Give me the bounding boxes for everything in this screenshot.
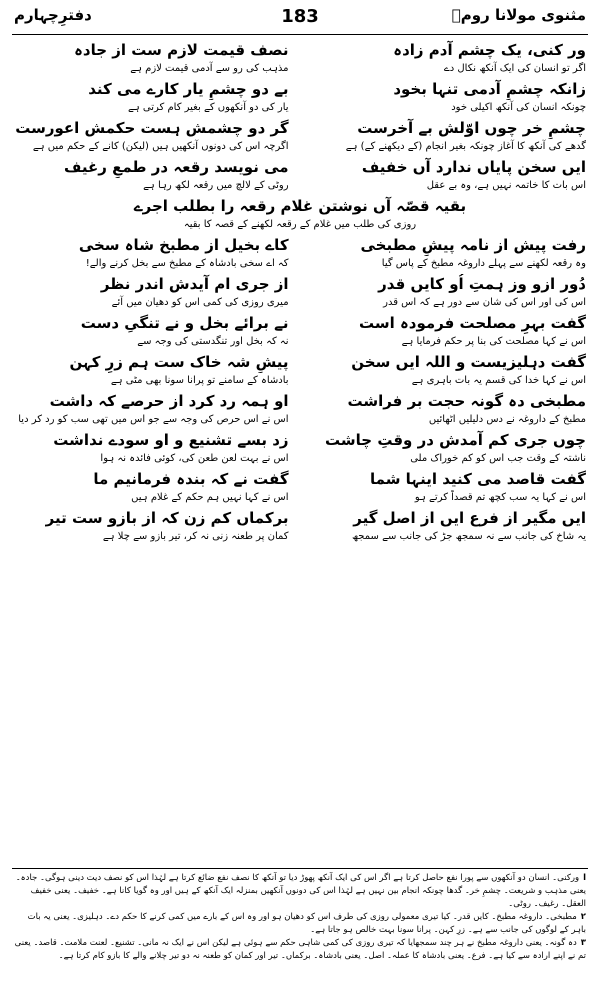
footnote <box>14 911 586 937</box>
translation-second: اگرچہ اس کی دونوں آنکھیں ہیں (لیکن) کانے کے حکم میں ہے <box>32 141 289 152</box>
urdu-translation <box>14 334 586 350</box>
verse-second-hemistich: گر دو چشمش ہست حکمش اعورست <box>15 119 289 137</box>
verse-first-hemistich: گفت دہلیزیست و اللہ ایں سخن <box>351 353 586 371</box>
translation-first: اس نے کہا خدا کی قسم یہ بات باہری ہے <box>411 375 586 386</box>
translation-second: اس نے کہا نہیں ہم حکم کے غلام ہیں <box>131 492 289 503</box>
verse-pair <box>14 508 586 547</box>
urdu-translation <box>14 451 586 467</box>
urdu-translation <box>14 529 586 545</box>
translation-first: اس نے کہا یہ سب کچھ تم قصداً کرتے ہو <box>414 492 586 503</box>
persian-verse <box>14 157 586 178</box>
footnote-text: دہ گونہ۔ یعنی داروغہ مطبخ نے ہر چند سمجھایا کہ تیری روزی کی کمی شاہی حکم سے ہوئی ہے لیکن اس نے ایک نہ مانی۔ تشنیع۔ لعنت ملامت۔ قاصد۔ یعنی تم نے اپنے ارادہ سے کیا ہے۔ فرع۔ یعنی بادشاہ کا عملہ۔ اصل۔ یعنی بادشاہ۔ برکماں۔ تیر اور کمان کو طعنہ نہ دو تیر چلانے والے کا بازو کام کرتا ہے۔ <box>14 938 586 961</box>
persian-verse <box>14 469 586 490</box>
translation-first: گدھے کی آنکھ کا آغاز چونکہ بغیر انجام (کے دیکھنے کے) ہے <box>345 141 586 152</box>
verse-first-hemistich: دُور ازو وز ہمتِ اُو کایں قدر <box>378 275 586 293</box>
verse-first-hemistich: گفت بہرِ مصلحت فرمودہ است <box>358 314 586 332</box>
urdu-translation <box>14 412 586 428</box>
verse-pair <box>14 313 586 352</box>
translation-first: مطبخ کے داروغہ نے دس دلیلیں اٹھائیں <box>428 414 586 425</box>
persian-verse <box>14 235 586 256</box>
translation-second: میری روزی کی کمی اس کو دھیان میں آئے <box>111 297 289 308</box>
verse-first-hemistich: چشمِ خر چوں اوّلش بے آخرست <box>357 119 586 137</box>
verse-pair <box>14 391 586 430</box>
verse-first-hemistich: مطبخی دہ گونہ حجت بر فراشت <box>347 392 586 410</box>
translation-first: چونکہ انسان کی آنکھ اکیلی خود <box>451 102 586 113</box>
verse-pair <box>14 40 586 79</box>
verse-first-hemistich: چوں جری کم آمدش در وقتِ چاشت <box>325 431 586 449</box>
verse-pair <box>14 157 586 196</box>
persian-verse <box>14 40 586 61</box>
verse-pair <box>14 79 586 118</box>
persian-verse <box>14 274 586 295</box>
persian-verse <box>14 391 586 412</box>
verse-pair <box>14 469 586 508</box>
urdu-translation <box>14 61 586 77</box>
verse-pair <box>14 352 586 391</box>
translation-first: اس کی اور اس کی شان سے دور ہے کہ اس قدر <box>383 297 586 308</box>
translation-second: کہ اے سخی بادشاہ کے مطبخ سے بخل کرنے والے! <box>85 258 289 269</box>
footnote-text: مطبخی۔ داروغہ مطبخ۔ کایں قدر۔ کیا تیری معمولی روزی کی طرف اس کو دھیان ہو اور وہ اس کے بارے میں کمی کرنے کا حکم دے۔ دہلیزی۔ یعنی یہ بات باہر کے لوگوں کی جانب سے ہے۔ زرِ کہن۔ پرانا سونا بہت خالص ہو جاتا ہے۔ <box>27 912 586 935</box>
footnote-marker: ۳ <box>580 938 586 948</box>
persian-verse <box>14 430 586 451</box>
translation-second: مذہب کی رو سے آدمی قیمت لازم ہے <box>130 63 289 74</box>
footnote <box>14 872 586 911</box>
footnote <box>14 937 586 963</box>
urdu-translation <box>14 178 586 194</box>
verse-second-hemistich: زد بسے تشنیع و او سودے نداشت <box>53 431 289 449</box>
translation-second: نہ کہ بخل اور تنگدستی کی وجہ سے <box>137 336 289 347</box>
urdu-translation <box>14 373 586 389</box>
translation-second: بادشاہ کے سامنے تو پرانا سونا بھی مٹی ہے <box>110 375 289 386</box>
verse-first-hemistich: گفت قاصد می کنید اینہا شما <box>370 470 586 488</box>
translation-second: اس نے بہت لعن طعن کی، کوئی فائدہ نہ ہوا <box>100 453 289 464</box>
footnote-rule <box>12 868 588 869</box>
translation-second: اس نے اس حرص کی وجہ سے جو اس میں تھی سب کو رد کر دیا <box>18 414 289 425</box>
verse-pair <box>14 118 586 157</box>
page-header <box>14 6 586 36</box>
footnote-marker: ۲ <box>580 912 586 922</box>
verse-first-hemistich: ایں سخن پایاں ندارد آں خفیف <box>361 158 586 176</box>
verse-pair <box>14 274 586 313</box>
verse-second-hemistich: پیشِ شہ خاک ست ہم زرِ کہن <box>69 353 289 371</box>
urdu-translation <box>14 139 586 155</box>
verse-second-hemistich: می نویسد رقعہ در طمعِ رغیف <box>64 158 289 176</box>
persian-verse <box>14 313 586 334</box>
translation-first: اس بات کا خاتمہ نہیں ہے، وہ بے عقل <box>426 180 586 191</box>
translation-first: وہ رقعہ لکھنے سے پہلے داروغہ مطبخ کے پاس گیا <box>381 258 586 269</box>
urdu-translation <box>14 490 586 506</box>
header-rule <box>12 34 588 35</box>
persian-verse <box>14 508 586 529</box>
verse-second-hemistich: از جری ام آیدش اندر نظر <box>100 275 289 293</box>
translation-second: یار کی دو آنکھوں کے بغیر کام کرتی ہے <box>128 102 289 113</box>
footnote-marker: ا <box>583 873 586 883</box>
persian-verse <box>14 352 586 373</box>
translation-second: روٹی کے لالچ میں رقعہ لکھ رہا ہے <box>143 180 289 191</box>
verse-first-hemistich: زانکہ چشمِ آدمی تنہا بخود <box>393 80 586 98</box>
verse-first-hemistich: ایں مگیر از فرع ایں از اصل گیر <box>353 509 586 527</box>
verse-pair <box>14 235 586 274</box>
urdu-translation <box>14 295 586 311</box>
page-number: 183 <box>281 6 319 27</box>
persian-verse <box>14 118 586 139</box>
verse-second-hemistich: او ہمہ رد کرد از حرصے کہ داشت <box>49 392 289 410</box>
heading-translation: روزی کی طلب میں غلام کے رقعہ لکھنے کے قصہ کا بقیہ <box>183 219 417 230</box>
verse-second-hemistich: بے دو چشمِ یار کارے می کند <box>88 80 289 98</box>
translation-second: کمان پر طعنہ زنی نہ کر، تیر بازو سے چلا ہے <box>102 531 289 542</box>
translation-first: اگر تو انسان کی ایک آنکھ نکال دے <box>443 63 586 74</box>
verse-first-hemistich: رفت پیش از نامہ پیشِ مطبخی <box>360 236 586 254</box>
verse-second-hemistich: گفت نے کہ بندہ فرمانیم ما <box>93 470 289 488</box>
section-heading <box>14 196 586 235</box>
footnotes <box>14 872 586 997</box>
heading-title: بقیہ قصّہ آں نوشتن غلام رقعہ را بطلب اجرے <box>133 197 467 215</box>
verse-pair <box>14 430 586 469</box>
translation-first: اس نے کہا مصلحت کی بنا پر حکم فرمایا ہے <box>401 336 586 347</box>
footnote-text: ورکنی۔ انسان دو آنکھوں سے پورا نفع حاصل کرتا ہے اگر اس کی ایک آنکھ پھوڑ دیا تو آنکھ کا نصف نفع ضائع کرتا ہے لہٰذا اس کو نصف دیت دینی ہوگی۔ جادہ۔ یعنی مذہب و شریعت۔ چشمِ خر۔ گدھا چونکہ انجام بین نہیں ہے لہٰذا اس کی دونوں آنکھیں بمنزلہ ایک آنکھ کے ہیں اور وہ گویا کانا ہے۔ خفیف۔ یعنی خفیف العقل۔ رغیف۔ روٹی۔ <box>15 873 586 909</box>
page-body <box>14 40 586 866</box>
urdu-translation <box>14 100 586 116</box>
book-title: مثنوی مولانا رومؒ <box>451 6 586 24</box>
verse-second-hemistich: نصف قیمت لازم ست از جادہ <box>74 41 289 59</box>
verse-second-hemistich: کاے بخیل از مطبخ شاہ سخی <box>78 236 289 254</box>
urdu-translation <box>14 256 586 272</box>
persian-verse <box>14 79 586 100</box>
verse-first-hemistich: ور کنی، یک چشم آدم زادہ <box>393 41 586 59</box>
volume-title: دفترِچہارم <box>14 6 92 24</box>
verse-second-hemistich: برکماں کم زن کہ از بازو ست تیر <box>45 509 289 527</box>
verse-second-hemistich: نے برائے بخل و نے تنگیِ دست <box>80 314 289 332</box>
translation-first: ناشتہ کے وقت جب اس کو کم خوراک ملی <box>410 453 586 464</box>
translation-first: یہ شاخ کی جانب سے نہ سمجھ جڑ کی جانب سے سمجھ <box>351 531 586 542</box>
